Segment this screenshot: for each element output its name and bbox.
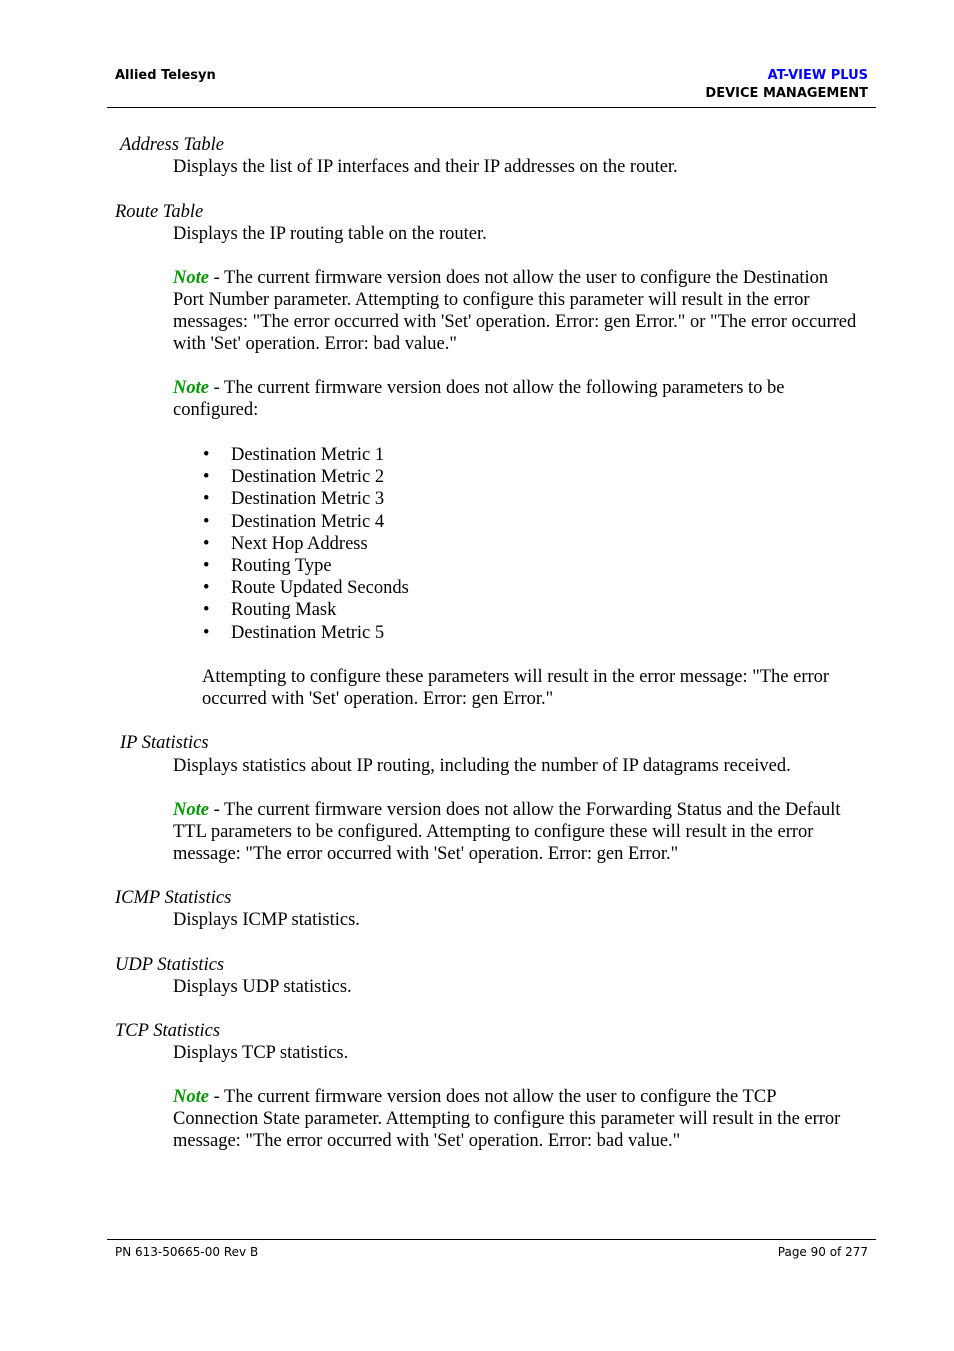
note-text: - The current firmware version does not allow the user to configure the TCP Connection State parameter. Attempting to configure this parameter will result in the error message: "The error occurred with 'Set' operation. Error: bad value." [173, 1087, 841, 1151]
note-text: - The current firmware version does not allow the Forwarding Status and the Default TTL parameters to be configured. Attempting to configure these will result in the error message: "The error occurred with 'Set' operation. Error: gen Error." [173, 800, 841, 864]
bullet-icon: • [203, 511, 210, 532]
route-table-heading: Route Table [115, 202, 204, 222]
header-section: DEVICE MANAGEMENT [705, 86, 868, 101]
header-product: AT-VIEW PLUS [767, 68, 868, 83]
route-table-text: Displays the IP routing table on the router. [173, 224, 487, 244]
list-item-label: Destination Metric 1 [231, 445, 385, 465]
bullet-icon: • [203, 622, 210, 643]
route-table-after-list: Attempting to configure these parameters will result in the error message: "The error occurred with 'Set' operation. Error: gen Error." [202, 667, 830, 709]
ip-statistics-text: Displays statistics about IP routing, including the number of IP datagrams received. [173, 756, 791, 776]
list-item-label: Route Updated Seconds [231, 578, 409, 599]
list-item [173, 511, 409, 533]
list-item [173, 488, 409, 510]
list-item [173, 599, 409, 621]
bullet-icon: • [203, 445, 210, 465]
ip-statistics-note [173, 799, 873, 865]
icmp-statistics-text: Displays ICMP statistics. [173, 910, 360, 930]
udp-statistics-text: Displays UDP statistics. [173, 977, 352, 997]
tcp-statistics-heading: TCP Statistics [115, 1021, 221, 1041]
list-item-label: Routing Type [231, 555, 332, 576]
route-table-note-2 [173, 377, 833, 421]
parameter-list [173, 444, 409, 644]
list-item [173, 555, 409, 577]
icmp-statistics-heading: ICMP Statistics [115, 888, 232, 908]
note-text: - The current firmware version does not allow the user to configure the Destination Port Number parameter. Attempting to configure this parameter will result in the error messages: "The error occurred with 'Set' operation. Error: gen Error." or "The error occurred with 'Set' operation. Error: bad value." [173, 268, 857, 354]
note-label: Note [173, 800, 209, 820]
ip-statistics-heading: IP Statistics [120, 733, 209, 753]
list-item-label: Routing Mask [231, 600, 337, 621]
footer-part-number: PN 613-50665-00 Rev B [115, 1245, 259, 1259]
note-label: Note [173, 1087, 209, 1107]
bullet-icon: • [203, 578, 210, 599]
bullet-icon: • [203, 555, 210, 576]
footer-page-number: Page 90 of 277 [777, 1245, 868, 1259]
footer-divider [107, 1239, 876, 1240]
address-table-heading: Address Table [120, 135, 224, 155]
route-table-note-1 [173, 267, 863, 355]
list-item [173, 533, 409, 555]
bullet-icon: • [203, 467, 210, 488]
bullet-icon: • [203, 489, 210, 510]
header-divider [107, 107, 876, 108]
list-item [173, 577, 409, 599]
note-label: Note [173, 378, 209, 398]
list-item [173, 466, 409, 488]
header-company: Allied Telesyn [115, 68, 216, 83]
note-label: Note [173, 268, 209, 288]
list-item-label: Destination Metric 2 [231, 467, 385, 488]
udp-statistics-heading: UDP Statistics [115, 955, 225, 975]
list-item [173, 622, 409, 644]
list-item-label: Destination Metric 5 [231, 622, 385, 643]
tcp-statistics-text: Displays TCP statistics. [173, 1043, 349, 1063]
bullet-icon: • [203, 600, 210, 621]
bullet-icon: • [203, 533, 210, 554]
list-item [173, 444, 409, 466]
address-table-text: Displays the list of IP interfaces and their IP addresses on the router. [173, 157, 678, 177]
tcp-statistics-note [173, 1086, 843, 1152]
list-item-label: Destination Metric 4 [231, 511, 385, 532]
list-item-label: Next Hop Address [231, 533, 368, 554]
list-item-label: Destination Metric 3 [231, 489, 385, 510]
note-text: - The current firmware version does not allow the following parameters to be configured: [173, 378, 785, 420]
